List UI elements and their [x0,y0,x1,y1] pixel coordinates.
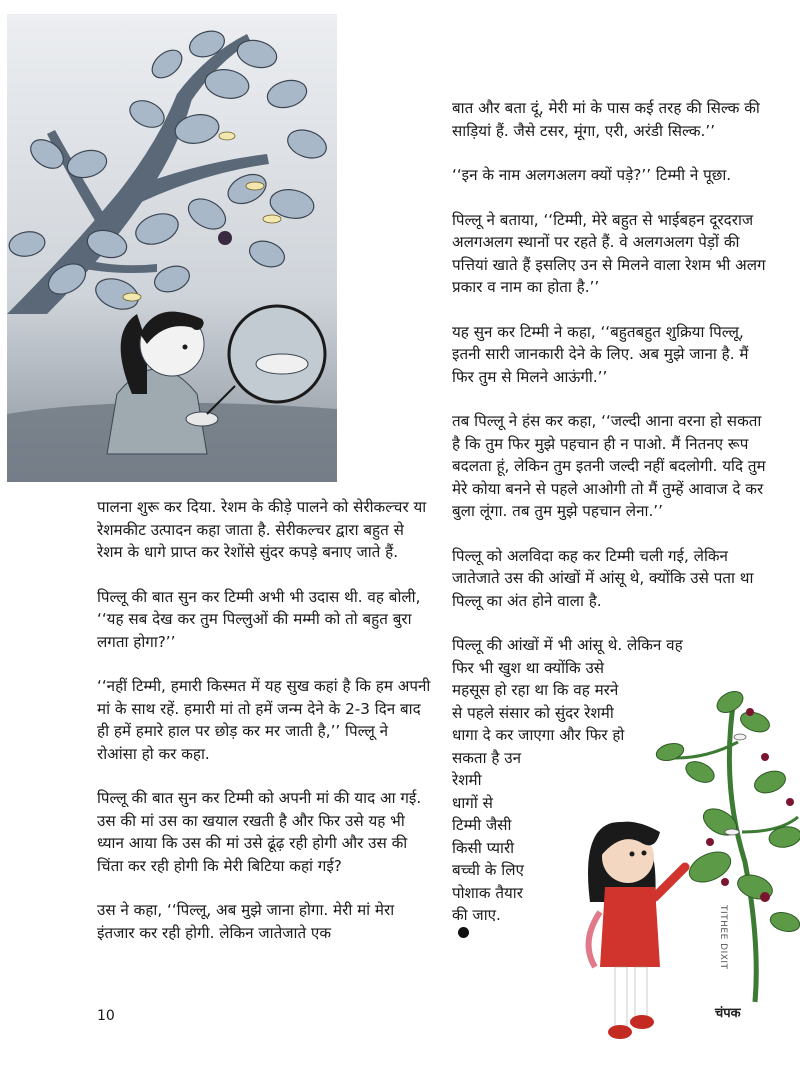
text-line: सकता है उन [452,748,521,767]
paragraph: ‘‘इन के नाम अलगअलग क्यों पड़े?’’ टिम्मी ने पूछा. [452,166,732,184]
page-number: 10 [97,1008,115,1024]
tree-girl-svg [7,14,337,482]
left-text-column [97,496,432,966]
paragraph: ‘‘नहीं टिम्मी, हमारी किस्मत में यह सुख कहां है कि हम अपनी मां के साथ रहें. हमारी मां तो हमें जन्म देने के 2-3 दिन बाद ही हमें हमारे हाल पर छोड़ कर मर जाती है,’’ पिल्लू ने रोआंसा हो कर कहा. [97,677,431,763]
text-line: की जाए. [452,906,501,924]
end-mark-icon [458,927,469,938]
text-line: पिल्लू की आंखों में भी आंसू थे. लेकिन वह [452,636,683,654]
text-line: रेशमी [452,771,482,789]
text-line: से पहले संसार को सुंदर रेशमी [452,703,614,722]
paragraph: उस ने कहा, ‘‘पिल्लू, अब मुझे जाना होगा. मेरी मां मेरा इंतजार कर रही होगी. लेकिन जातेजाते एक [97,901,395,942]
girl-plant-illustration [560,682,800,1072]
paragraph: पिल्लू की बात सुन कर टिम्मी अभी भी उदास थी. वह बोली, ‘‘यह सब देख कर तुम पिल्लुओं की मम्मी को तो बहुत बुरा लगता होगा?’’ [97,587,421,651]
paragraph: पिल्लू ने बताया, ‘‘टिम्मी, मेरे बहुत से भाईबहन दूरदराज अलगअलग स्थानों पर रहते हैं. वे अलगअलग पेड़ों की पत्तियां खाते हैं इसलिए उन से मिलने वाला रेशम भी अलग प्रकार व नाम का होता है.’’ [452,210,766,296]
text-line: टिम्मी जैसी [452,816,512,834]
text-line: किसी प्यारी [452,838,515,857]
text-line: फिर भी खुश था क्योंकि उसे [452,658,605,677]
girl-figure [588,822,685,1039]
girl-plant-svg [560,682,800,1072]
text-line: बच्ची के लिए [452,861,524,879]
plant-leaves [654,687,800,934]
text-line: पोशाक तैयार [452,883,523,902]
text-line: महसूस हो रहा था कि वह मरने [452,681,619,699]
illustrator-credit: TITHEE DIXIT [718,905,728,970]
paragraph: तब पिल्लू ने हंस कर कहा, ‘‘जल्दी आना वरना हो सकता है कि तुम फिर मुझे पहचान ही न पाओ. मैं नितनए रूप बदलता हूं, लेकिन तुम इतनी जल्दी नहीं बदलोगी. यदि तुम मेरे कोया बनने से पहले आओगी तो मैं तुम्हें आवाज दे कर बुला लूंगा. तब तुम मुझे पहचान लेना.’’ [452,412,766,520]
paragraph: पिल्लू की बात सुन कर टिम्मी को अपनी मां की याद आ गई. उस की मां उस का खयाल रखती है और फिर उसे यह भी ध्यान आया कि उस की मां उसे ढूंढ़ रही होगी और उस की चिंता कर रही होगी कि मेरी बिटिया कहां गई? [97,789,422,875]
paragraph: पालना शुरू कर दिया. रेशम के कीड़े पालने को सेरीकल्चर या रेशमकीट उत्पादन कहा जाता है. सेरीकल्चर द्वारा बहुत से रेशम के धागे प्राप्त कर रेशोंसे सुंदर कपड़े बनाए जाते हैं. [97,498,427,561]
text-line: धागों से [452,793,493,812]
tree-girl-illustration [7,14,337,482]
paragraph: बात और बता दूं, मेरी मां के पास कई तरह की सिल्क की साड़ियां हैं. जैसे टसर, मूंगा, एरी, अरंडी सिल्क.’’ [452,99,760,140]
text-line: धागा दे कर जाएगा और फिर हो [452,726,625,744]
paragraph: पिल्लू को अलविदा कह कर टिम्मी चली गई, लेकिन जातेजाते उस की आंखों में आंसू थे, क्योंकि उसे पता था पिल्लू का अंत होने वाला है. [452,546,754,610]
mulberry [218,231,232,245]
brand-logo: चंपक [715,1006,741,1021]
paragraph: यह सुन कर टिम्मी ने कहा, ‘‘बहुतबहुत शुक्रिया पिल्लू, इतनी सारी जानकारी देने के लिए. अब मुझे जाना है. मैं फिर तुम से मिलने आऊंगी.’’ [452,322,749,386]
